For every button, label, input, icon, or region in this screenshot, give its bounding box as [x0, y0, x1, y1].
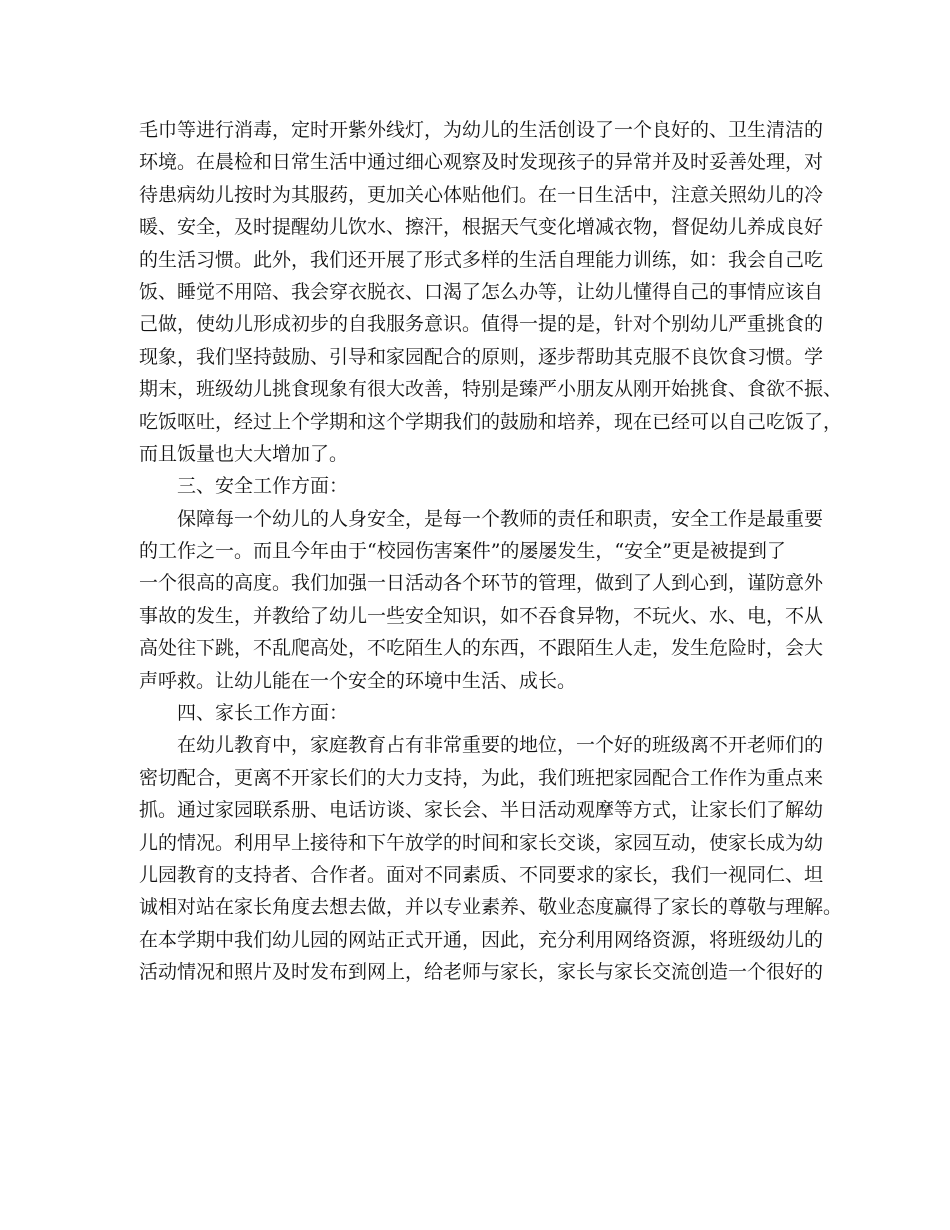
text-line: 诚相对站在家长角度去想去做，并以专业素养、敬业态度赢得了家长的尊敬与理解。 — [139, 896, 843, 919]
text-line: 毛巾等进行消毒，定时开紫外线灯，为幼儿的生活创设了一个良好的、卫生清洁的 — [139, 119, 824, 141]
text-line: 声呼救。让幼儿能在一个安全的环境中生活、成长。 — [139, 669, 577, 692]
section-heading-safety: 三、安全工作方面： — [177, 475, 349, 498]
text-line: 抓。通过家园联系册、电话访谈、家长会、半日活动观摩等方式，让家长们了解幼 — [139, 799, 824, 822]
text-line: 现象，我们坚持鼓励、引导和家园配合的原则，逐步帮助其克服不良饮食习惯。学 — [139, 345, 824, 368]
text-line: 在本学期中我们幼儿园的网站正式开通，因此，充分利用网络资源，将班级幼儿的 — [139, 928, 824, 951]
section-heading-parents: 四、家长工作方面： — [177, 702, 349, 725]
text-line: 暖、安全，及时提醒幼儿饮水、擦汗，根据天气变化增减衣物，督促幼儿养成良好 — [139, 216, 824, 239]
text-line: 的生活习惯。此外，我们还开展了形式多样的生活自理能力训练，如：我会自己吃 — [139, 248, 824, 271]
text-line: 活动情况和照片及时发布到网上，给老师与家长，家长与家长交流创造一个很好的 — [139, 961, 824, 984]
text-line: 密切配合，更离不开家长们的大力支持，为此，我们班把家园配合工作作为重点来 — [139, 766, 824, 789]
text-line: 期末，班级幼儿挑食现象有很大改善，特别是臻严小朋友从刚开始挑食、食欲不振、 — [139, 378, 843, 401]
text-line: 饭、睡觉不用陪、我会穿衣脱衣、口渴了怎么办等，让幼儿懂得自己的事情应该自 — [139, 280, 824, 303]
body-text — [139, 114, 843, 989]
text-line: 而且饭量也大大增加了。 — [139, 442, 349, 465]
text-line: 儿园教育的支持者、合作者。面对不同素质、不同要求的家长，我们一视同仁、坦 — [139, 863, 824, 886]
text-line: 儿的情况。利用早上接待和下午放学的时间和家长交谈，家园互动，使家长成为幼 — [139, 831, 824, 854]
text-line: 待患病幼儿按时为其服药，更加关心体贴他们。在一日生活中，注意关照幼儿的冷 — [139, 183, 824, 206]
text-line: 的工作之一。而且今年由于“校园伤害案件”的屡屡发生，“安全”更是被提到了 — [139, 540, 786, 563]
text-line: 己做，使幼儿形成初步的自我服务意识。值得一提的是，针对个别幼儿严重挑食的 — [139, 313, 824, 336]
text-line: 环境。在晨检和日常生活中通过细心观察及时发现孩子的异常并及时妥善处理，对 — [139, 151, 824, 174]
text-line: 一个很高的高度。我们加强一日活动各个环节的管理，做到了人到心到，谨防意外 — [139, 572, 824, 595]
text-line: 高处往下跳，不乱爬高处，不吃陌生人的东西，不跟陌生人走，发生危险时，会大 — [139, 637, 824, 660]
text-line: 在幼儿教育中，家庭教育占有非常重要的地位，一个好的班级离不开老师们的 — [177, 734, 824, 757]
text-line: 保障每一个幼儿的人身安全，是每一个教师的责任和职责，安全工作是最重要 — [177, 507, 824, 530]
text-line: 吃饭呕吐，经过上个学期和这个学期我们的鼓励和培养，现在已经可以自己吃饭了， — [139, 410, 843, 433]
text-line: 事故的发生，并教给了幼儿一些安全知识，如不吞食异物，不玩火、水、电，不从 — [139, 604, 824, 627]
